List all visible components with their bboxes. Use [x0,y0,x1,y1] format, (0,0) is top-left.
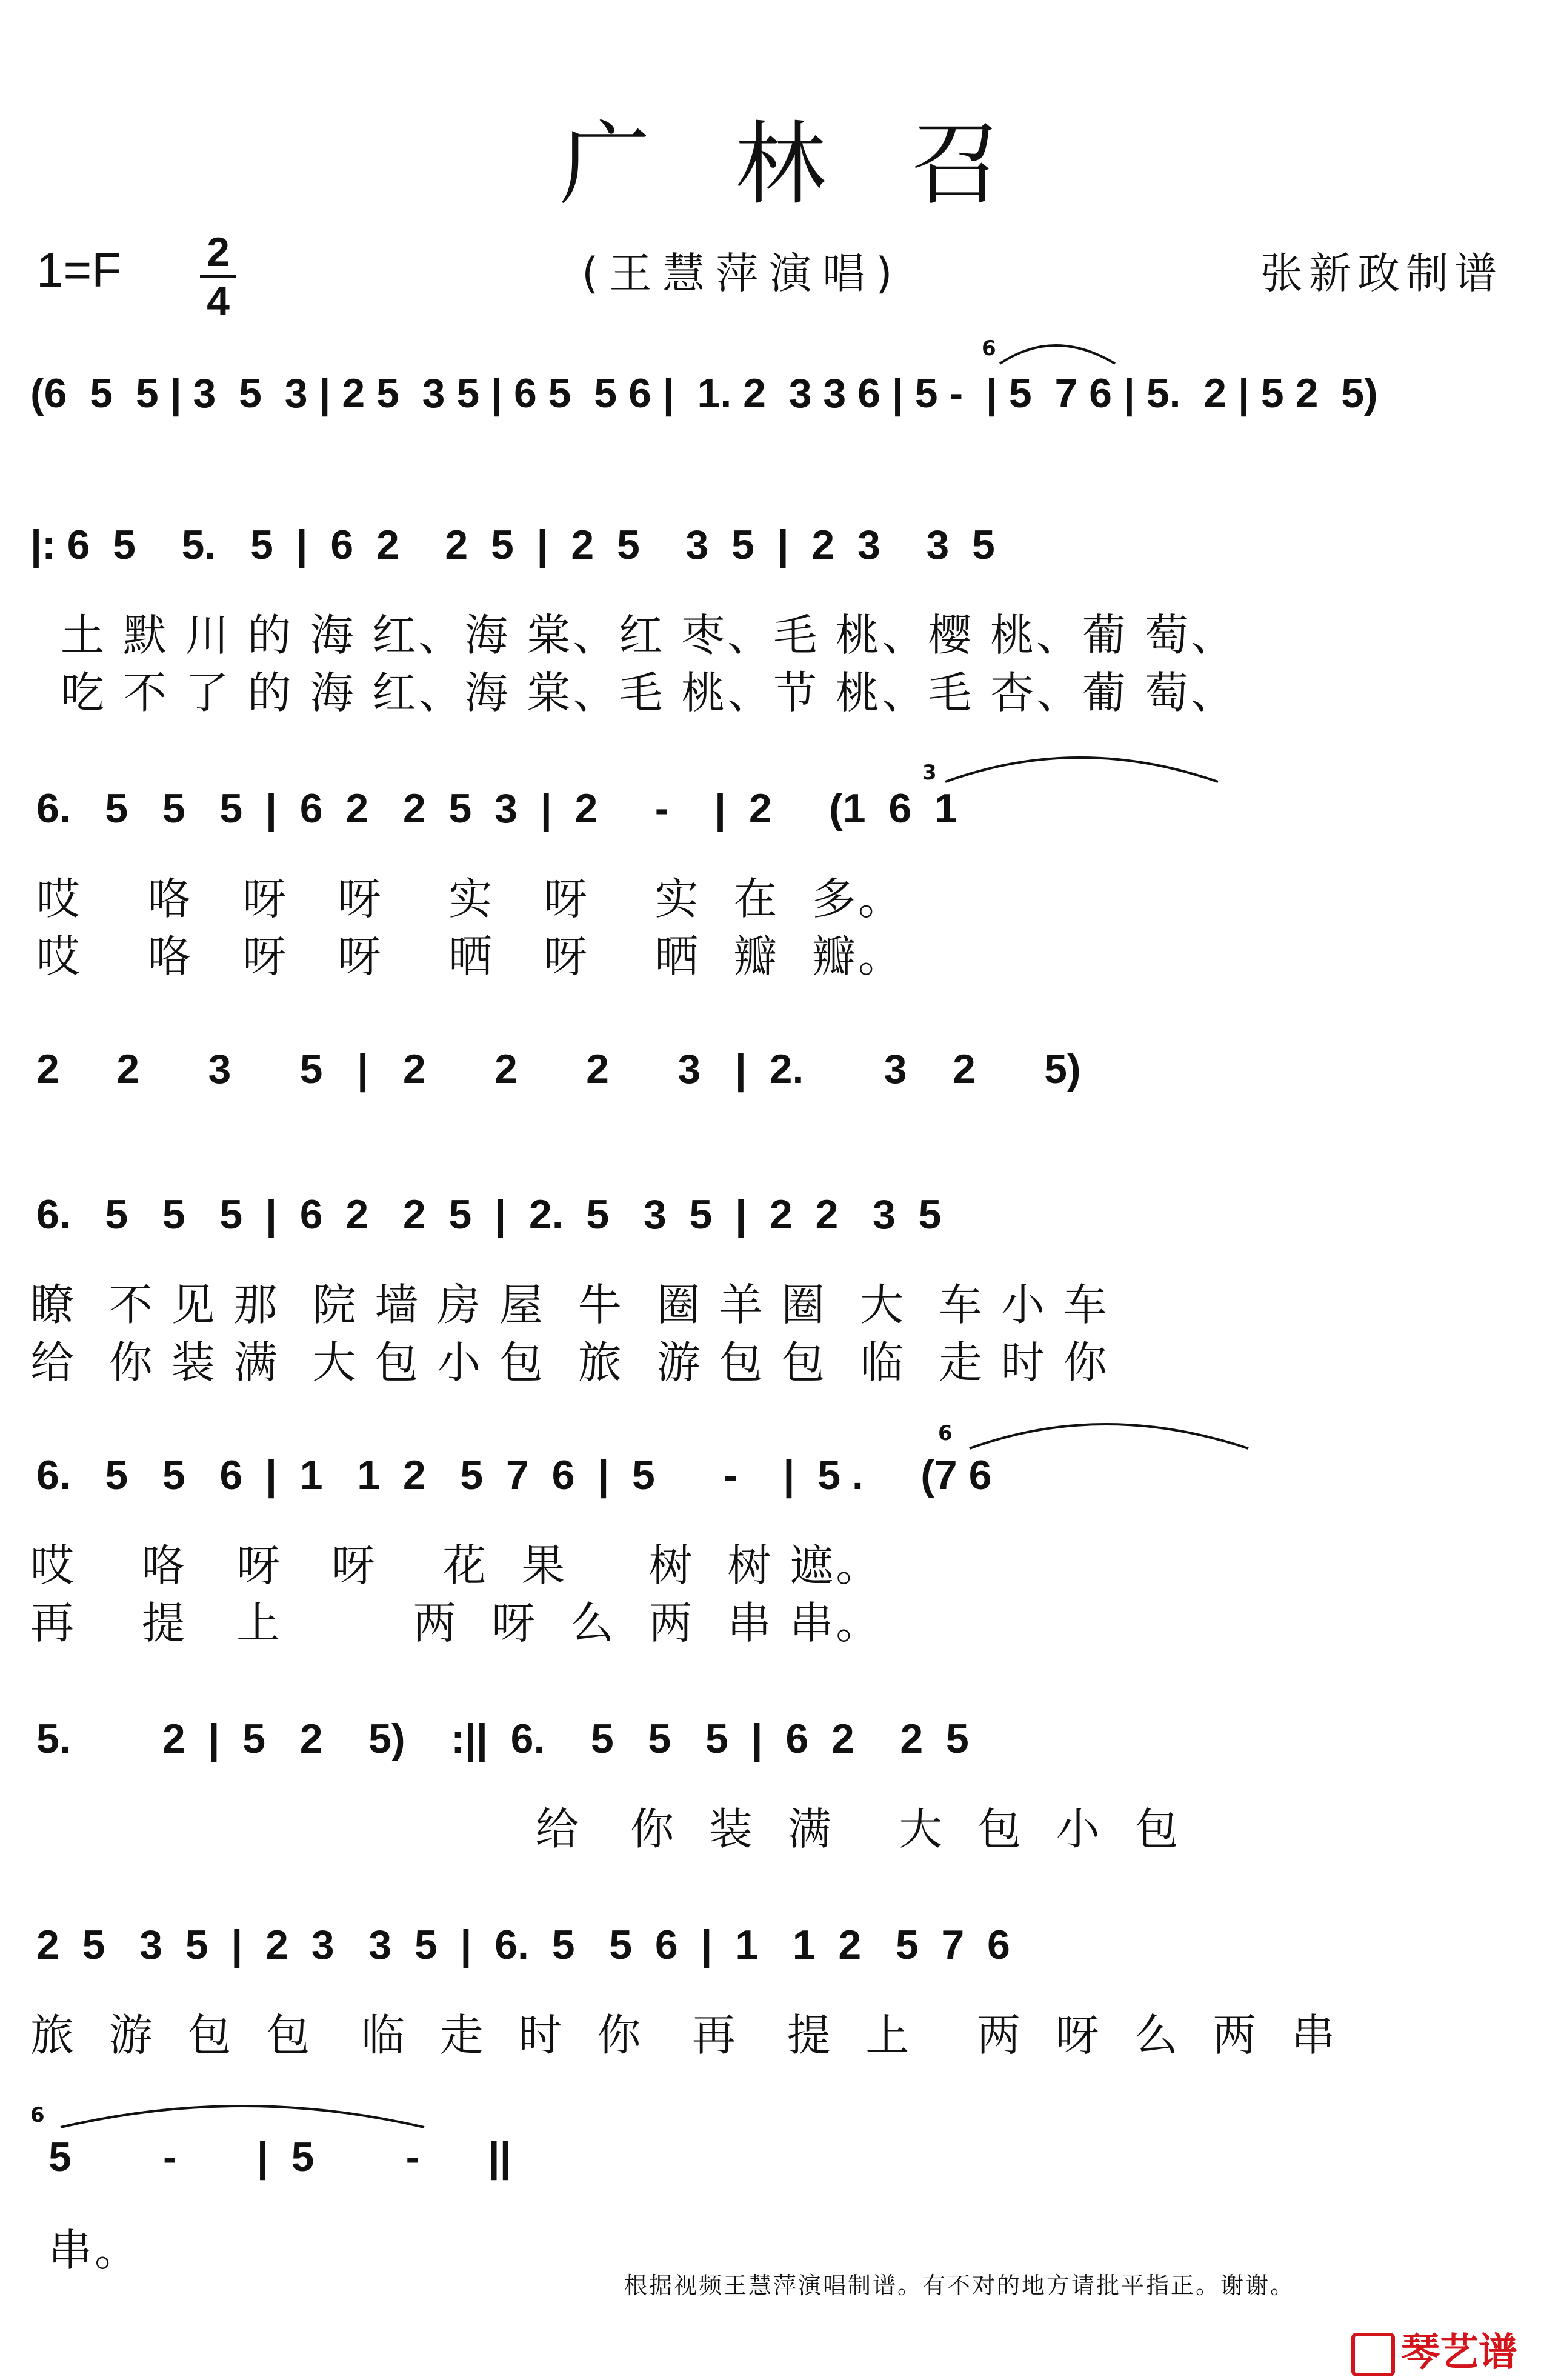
footer-note: 根据视频王慧萍演唱制谱。有不对的地方请批平指正。谢谢。 [624,2272,1296,2299]
system-6-notes: 6. 5 5 6 | 1 1 2 5 7 6 | 5 - | 5 . (7 6 [36,1452,992,1498]
slur-3 [970,1424,1248,1448]
system-1-notes: (6 5 5 | 3 5 3 | 2 5 3 5 | 6 5 5 6 | 1. 2 3 3 6 | 5 - | 5 7 6 | 5. 2 | 5 2 5) [30,370,1378,416]
system-5-notes: 6. 5 5 5 | 6 2 2 5 | 2. 5 3 5 | 2 2 3 5 [36,1192,942,1238]
logo-text: 琴艺谱 [1401,2330,1517,2375]
system-2-lyric-2: 吃 不 了 的 海 红、海 棠、毛 桃、节 桃、毛 杏、葡 萄、 [61,667,1237,718]
key-signature: 1=F [36,243,122,297]
system-2-lyric-1: 土 默 川 的 海 红、海 棠、红 枣、毛 桃、樱 桃、葡 萄、 [61,610,1237,661]
time-signature-bottom: 4 [207,278,230,324]
system-8-lyric-1: 旅 游 包 包 临 走 时 你 再 提 上 两 呀 么 两 串 [30,2010,1338,2061]
logo-icon [1351,2333,1395,2376]
singer-credit: (王慧萍演唱) [582,248,904,298]
time-signature-top: 2 [207,229,230,275]
system-9-notes: 5 - | 5 - || [48,2134,511,2180]
grace-note-3: 3 [922,761,937,785]
system-3-lyric-2: 哎 咯 呀 呀 晒 呀 晒 瓣 瓣。 [36,931,905,982]
grace-note: 6 [982,336,996,361]
page-title: 广林召 [559,112,1087,218]
system-8-notes: 2 5 3 5 | 2 3 3 5 | 6. 5 5 6 | 1 1 2 5 7 6 [36,1922,1010,1968]
slur-1 [1000,345,1115,364]
system-5-lyric-1: 瞭 不 见 那 院 墙 房 屋 牛 圈 羊 圈 大 车 小 车 [30,1279,1110,1330]
slur-2 [945,758,1218,782]
slur-4 [61,2106,424,2127]
site-logo [1351,2321,1517,2377]
system-4-notes: 2 2 3 5 | 2 2 2 3 | 2. 3 2 5) [36,1046,1081,1092]
system-6-lyric-1: 哎 咯 呀 呀 花 果 树 树 遮。 [30,1540,882,1591]
system-7-lyric-1: 给 你 装 满 大 包 小 包 [30,1804,1181,1855]
system-2-notes: |: 6 5 5. 5 | 6 2 2 5 | 2 5 3 5 | 2 3 3 5 [30,522,995,568]
system-7-notes: 5. 2 | 5 2 5) :|| 6. 5 5 5 | 6 2 2 5 [36,1716,969,1762]
system-9-lyric-1: 串。 [48,2225,141,2276]
system-3-notes: 6. 5 5 5 | 6 2 2 5 3 | 2 - | 2 (1 6 1 [36,785,957,832]
grace-note-6: 6 [938,1421,953,1445]
system-3-lyric-1: 哎 咯 呀 呀 实 呀 实 在 多。 [36,873,905,924]
grace-note-9: 6 [30,2103,45,2127]
system-6-lyric-2: 再 提 上 两 呀 么 两 串 串。 [30,1598,882,1648]
arranger-credit: 张新政制谱 [1260,248,1503,298]
system-5-lyric-2: 给 你 装 满 大 包 小 包 旅 游 包 包 临 走 时 你 [30,1337,1110,1388]
